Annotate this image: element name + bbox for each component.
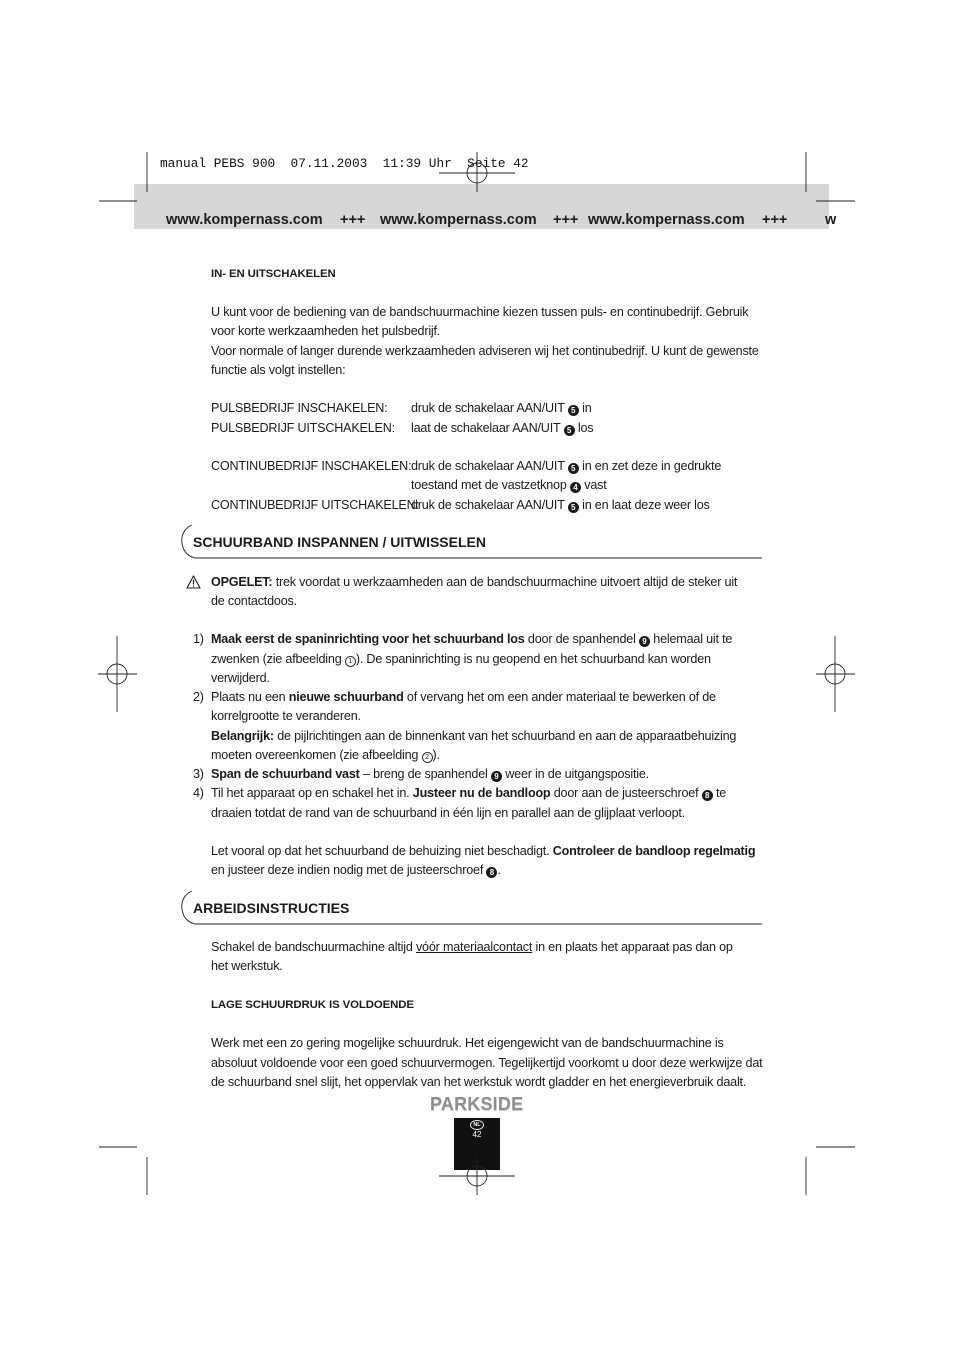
- part-number-badge: 5: [568, 502, 579, 513]
- step-strong: Span de schuurband vast: [211, 767, 360, 781]
- remark-line: [211, 841, 755, 861]
- work-intro-text: in en plaats het apparaat pas dan op: [535, 940, 733, 954]
- remark-text: .: [497, 863, 501, 877]
- step-text: Plaats nu een: [211, 690, 286, 704]
- part-number-badge: 5: [568, 405, 579, 416]
- step-4-line: draaien totdat de rand van de schuurband in één lijn en parallel aan de glijplaat verloopt.: [211, 806, 686, 820]
- step-3: [193, 764, 649, 784]
- step-2-note: [211, 726, 736, 746]
- paragraph-line: absoluut voldoende voor een goed schuurvermogen. Tegelijkertijd voorkomt u door deze werkwijze dat: [211, 1056, 763, 1070]
- step-1: [193, 629, 733, 649]
- remark-text: en justeer deze indien nodig met de justeerschroef: [211, 863, 484, 877]
- mode-label: PULSBEDRIJF INSCHAKELEN:: [211, 401, 388, 415]
- website-separator: +++: [762, 212, 788, 228]
- step-number: 4): [193, 786, 204, 800]
- warning-label: OPGELET:: [211, 575, 273, 589]
- website-url: www.kompernass.com: [588, 212, 745, 228]
- note-label: Belangrijk:: [211, 729, 274, 743]
- mode-row: [211, 398, 592, 418]
- step-strong: nieuwe schuurband: [288, 690, 404, 704]
- step-strong: Maak eerst de spaninrichting voor het schuurband los: [211, 632, 525, 646]
- mode-label: CONTINUBEDRIJF UITSCHAKELEN:: [211, 498, 419, 512]
- page-number-box: [454, 1118, 500, 1170]
- website-band: [134, 184, 837, 229]
- figure-ref-badge: 1: [345, 656, 356, 667]
- work-intro-emphasis: vóór materiaalcontact: [415, 940, 533, 954]
- step-1-line: verwijderd.: [211, 671, 270, 685]
- paragraph-line: voor korte werkzaamheden het pulsbedrijf.: [211, 324, 441, 338]
- section-heading-work: ARBEIDSINSTRUCTIES: [193, 900, 350, 916]
- mode-action-end: in en zet deze in gedrukte: [582, 459, 722, 473]
- step-2-note-line: [211, 745, 440, 765]
- warning-text: trek voordat u werkzaamheden aan de bandschuurmachine uitvoert altijd de steker uit: [275, 575, 738, 589]
- website-url: www.kompernass.com: [166, 212, 323, 228]
- mode-label: CONTINUBEDRIJF INSCHAKELEN:: [211, 459, 412, 473]
- part-number-badge: 8: [702, 790, 713, 801]
- paragraph-line: functie als volgt instellen:: [211, 363, 346, 377]
- mode-action: [411, 456, 721, 476]
- mode-action: [411, 495, 710, 515]
- section-heading-belt: SCHUURBAND INSPANNEN / UITWISSELEN: [193, 534, 486, 550]
- step-number: 2): [193, 690, 204, 704]
- part-number-badge: 9: [639, 636, 650, 647]
- paragraph-line: U kunt voor de bediening van de bandschuurmachine kiezen tussen puls- en continubedrijf. Gebruik: [211, 305, 749, 319]
- remark-text: Let vooral op dat het schuurband de behuizing niet beschadigt.: [211, 844, 550, 858]
- note-text: ).: [432, 748, 440, 762]
- print-slug: manual PEBS 900 07.11.2003 11:39 Uhr Seite 42: [160, 156, 529, 171]
- step-text: door aan de justeerschroef: [553, 786, 699, 800]
- work-intro-line: het werkstuk.: [211, 959, 283, 973]
- paragraph-line: de schuurband snel slijt, het oppervlak van het werkstuk wordt gladder en het energieverbruik daalt.: [211, 1075, 747, 1089]
- step-4: [193, 783, 727, 803]
- mode-label: PULSBEDRIJF UITSCHAKELEN:: [211, 421, 395, 435]
- website-separator: +++: [553, 212, 579, 228]
- part-number-badge: 4: [570, 482, 581, 493]
- mode-action-text: druk de schakelaar AAN/UIT: [411, 498, 565, 512]
- work-intro-line: [211, 937, 733, 957]
- step-text: zwenken (zie afbeelding: [211, 652, 342, 666]
- step-2-line: korrelgrootte te veranderen.: [211, 709, 361, 723]
- parkside-logo: PARKSIDE: [430, 1094, 524, 1114]
- step-text: te: [716, 786, 727, 800]
- work-intro-text: Schakel de bandschuurmachine altijd: [211, 940, 413, 954]
- part-number-badge: 8: [486, 867, 497, 878]
- mode-action: [411, 418, 593, 438]
- mode-action-text: druk de schakelaar AAN/UIT: [411, 401, 565, 415]
- mode-action-text: toestand met de vastzetknop: [411, 478, 567, 492]
- warning-icon: [186, 575, 201, 589]
- language-badge: NL: [470, 1120, 484, 1130]
- mode-row: [211, 418, 594, 438]
- step-2: [193, 687, 716, 707]
- step-text: door de spanhendel: [527, 632, 636, 646]
- warning-line: [211, 572, 737, 592]
- step-text: ). De spaninrichting is nu geopend en het schuurband kan worden: [355, 652, 711, 666]
- step-1-line: [211, 649, 711, 669]
- remark-strong: Controleer de bandloop regelmatig: [552, 844, 756, 858]
- page-number: 42: [472, 1130, 482, 1139]
- mode-action-text: druk de schakelaar AAN/UIT: [411, 459, 565, 473]
- step-text: – breng de spanhendel: [362, 767, 488, 781]
- note-text: de pijlrichtingen aan de binnenkant van het schuurband en aan de apparaatbehuizing: [277, 729, 737, 743]
- part-number-badge: 9: [491, 771, 502, 782]
- work-subtitle: LAGE SCHUURDRUK IS VOLDOENDE: [211, 999, 414, 1011]
- step-text: weer in de uitgangspositie.: [505, 767, 649, 781]
- switching-title: IN- EN UITSCHAKELEN: [211, 268, 336, 280]
- mode-action-end: in: [582, 401, 592, 415]
- remark-line: [211, 860, 501, 880]
- mode-action: [411, 475, 607, 495]
- warning-line: de contactdoos.: [211, 594, 297, 608]
- figure-ref-badge: 2: [422, 752, 433, 763]
- website-url-clipped: w: [825, 212, 837, 228]
- step-text: Til het apparaat op en schakel het in.: [211, 786, 410, 800]
- website-url: www.kompernass.com: [380, 212, 537, 228]
- paragraph-line: Voor normale of langer durende werkzaamheden adviseren wij het continubedrijf. U kunt de gewenste: [211, 344, 759, 358]
- paragraph-line: Werk met een zo gering mogelijke schuurdruk. Het eigengewicht van de bandschuurmachine is: [211, 1036, 724, 1050]
- part-number-badge: 5: [568, 463, 579, 474]
- website-separator: +++: [340, 212, 366, 228]
- mode-action-end: vast: [584, 478, 607, 492]
- mode-action-text: laat de schakelaar AAN/UIT: [411, 421, 561, 435]
- step-number: 1): [193, 632, 204, 646]
- mode-action: [411, 398, 592, 418]
- step-number: 3): [193, 767, 204, 781]
- registration-mark-left: [98, 636, 137, 712]
- step-strong: Justeer nu de bandloop: [412, 786, 551, 800]
- part-number-badge: 5: [564, 425, 575, 436]
- mode-action-end: in en laat deze weer los: [582, 498, 710, 512]
- step-text: of vervang het om een ander materiaal te bewerken of de: [406, 690, 716, 704]
- step-text: helemaal uit te: [653, 632, 733, 646]
- note-text: moeten overeenkomen (zie afbeelding: [211, 748, 419, 762]
- registration-mark-right: [816, 636, 855, 712]
- mode-action-end: los: [577, 421, 594, 435]
- mode-row: [211, 495, 710, 515]
- mode-row: [211, 456, 722, 476]
